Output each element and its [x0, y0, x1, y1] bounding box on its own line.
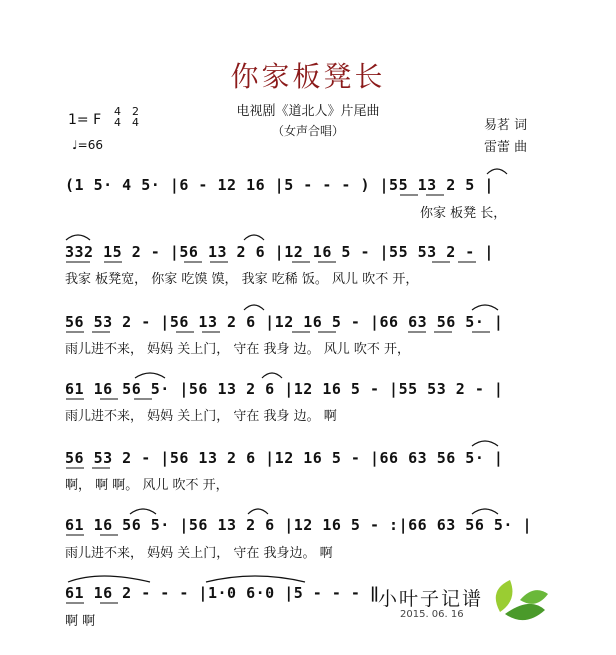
score-row-1-notes: (1 5· 4 5· |6 - 12 16 |5 - - - ) |55 13 2 5 | — [65, 176, 494, 194]
score-row-6-lyrics: 雨儿进不来， 妈妈 关上门， 守在 我身边。 啊 — [65, 546, 333, 561]
lyricist-credit: 易茗 词 — [484, 118, 528, 133]
score-row-3-notes: 56 53 2 - |56 13 2 6 |12 16 5 - |66 63 56 5· | — [65, 313, 504, 331]
transcription-date: 2015. 06. 16 — [400, 609, 464, 620]
time-signature-a: 4 4 — [114, 105, 121, 129]
score-row-3-lyrics: 雨儿进不来， 妈妈 关上门， 守在 我身 边。 风儿 吹不 开， — [65, 342, 411, 357]
tempo-marking: ♩=66 — [72, 138, 103, 152]
score-row-4-notes: 61 16 56 5· |56 13 2 6 |12 16 5 - |55 53 2 - | — [65, 380, 504, 398]
score-row-2-notes: 332 15 2 - |56 13 2 6 |12 16 5 - |55 53 2 - | — [65, 243, 494, 261]
composer-credit: 雷蕾 曲 — [484, 140, 528, 155]
score-row-4-lyrics: 雨儿进不来， 妈妈 关上门， 守在 我身 边。 啊 — [65, 409, 337, 424]
beam-lines — [66, 195, 490, 603]
score-row-7-lyrics: 啊 啊 — [65, 614, 96, 629]
score-row-2-lyrics: 我家 板凳宽， 你家 吃馍 馍， 我家 吃稀 饭。 风儿 吹不 开， — [65, 272, 419, 287]
song-subtitle: 电视剧《道北人》片尾曲 — [236, 104, 380, 119]
score-row-5-notes: 56 53 2 - |56 13 2 6 |12 16 5 - |66 63 56 5· | — [65, 449, 504, 467]
tea-leaf-icon — [496, 580, 548, 620]
time-signature-b: 2 4 — [132, 105, 139, 129]
score-row-1-lyrics: 你家 板凳 长， — [420, 206, 507, 221]
score-row-5-lyrics: 啊， 啊 啊。 风儿 吹不 开， — [65, 478, 229, 493]
score-row-7-notes: 61 16 2 - - - |1·0 6·0 |5 - - - ‖ — [65, 584, 380, 602]
score-row-6-notes: 61 16 56 5· |56 13 2 6 |12 16 5 - :|66 63 56 5· | — [65, 516, 533, 534]
quarter-note-icon: ♩ — [72, 138, 78, 152]
performance-note: （女声合唱） — [271, 124, 344, 138]
slur-marks — [66, 169, 507, 582]
song-title: 你家板凳长 — [230, 60, 386, 93]
transcriber-signature: 小叶子记谱 — [378, 588, 484, 610]
key-signature: 1= F — [68, 112, 102, 128]
